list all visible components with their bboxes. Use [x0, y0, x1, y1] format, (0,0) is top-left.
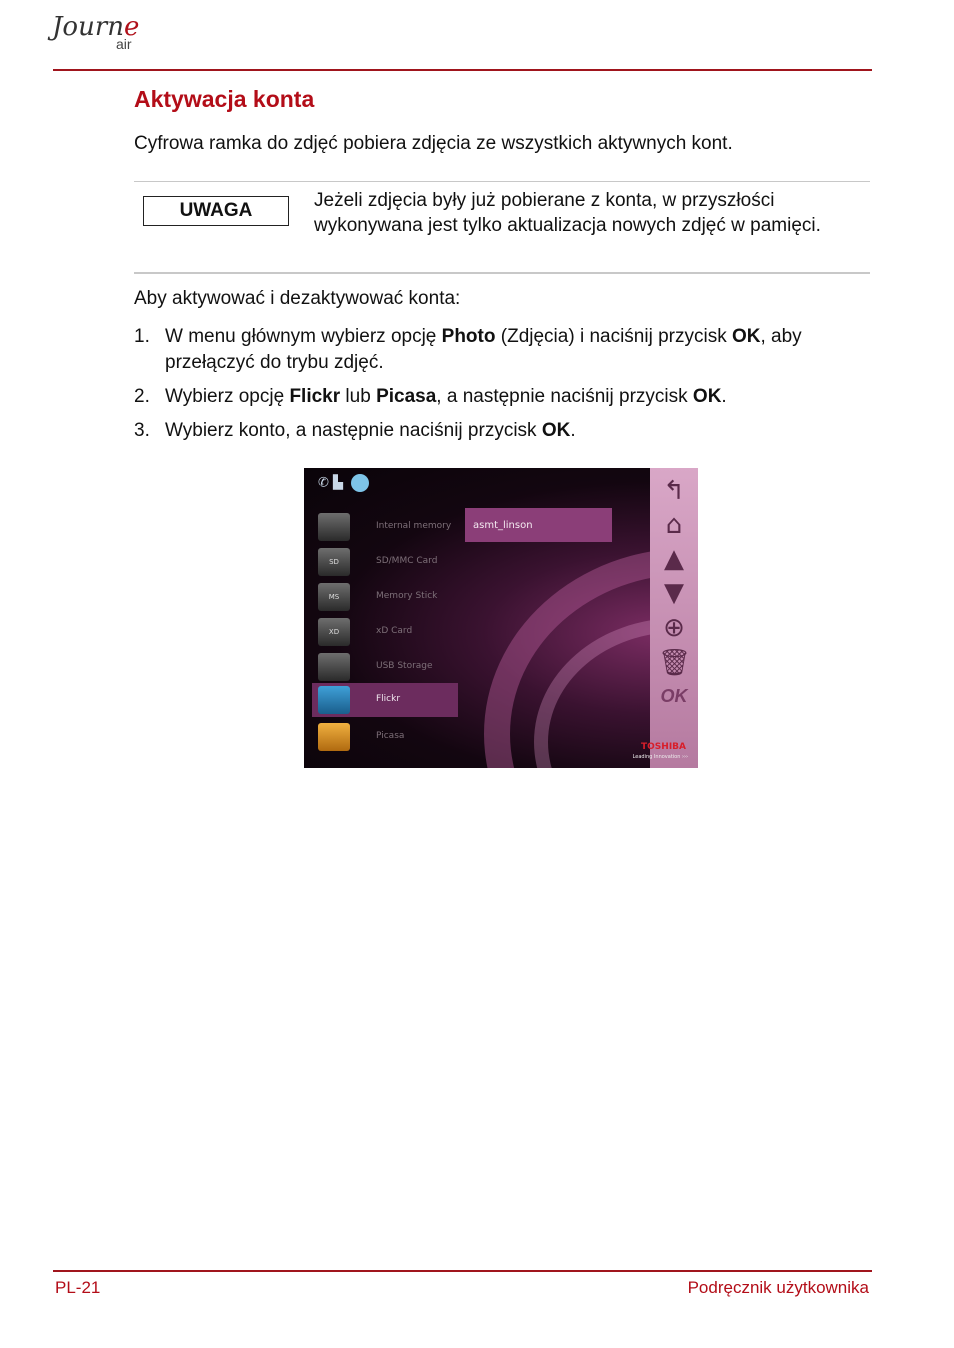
- up-arrow-icon[interactable]: ▲: [664, 544, 684, 574]
- step-text: W menu głównym wybierz opcję Photo (Zdjęcia) i naciśnij przycisk OK, aby przełączyć do trybu zdjęć.: [165, 326, 802, 373]
- device-screenshot: [304, 468, 698, 768]
- memory-stick-icon: MS: [318, 583, 350, 611]
- footer-title: Podręcznik użytkownika: [687, 1278, 869, 1297]
- globe-icon: [351, 474, 369, 492]
- home-icon[interactable]: ⌂: [665, 510, 683, 540]
- chip-icon: [318, 513, 350, 541]
- note-label: UWAGA: [143, 196, 289, 226]
- sd-card-icon: SD: [318, 548, 350, 576]
- step-number: 3.: [134, 420, 150, 441]
- down-arrow-icon[interactable]: ▼: [664, 578, 684, 608]
- usb-icon: [318, 653, 350, 681]
- menu-item-label: Internal memory: [376, 521, 452, 531]
- step-number: 1.: [134, 326, 150, 347]
- menu-item-label: SD/MMC Card: [376, 556, 438, 566]
- status-icons: ✆ ▙: [318, 474, 369, 492]
- menu-item-label: Flickr: [376, 694, 401, 704]
- footer-rule: [53, 1270, 872, 1272]
- account-item[interactable]: asmt_linson: [465, 508, 612, 542]
- step-text: Wybierz opcję Flickr lub Picasa, a następnie naciśnij przycisk OK.: [165, 386, 727, 407]
- menu-item-usb-storage[interactable]: [318, 650, 460, 684]
- step-number: 2.: [134, 386, 150, 407]
- ok-button[interactable]: OK: [660, 686, 688, 706]
- menu-item-label: USB Storage: [376, 661, 433, 671]
- menu-item-sd-mmc-card[interactable]: [318, 545, 460, 579]
- menu-item-label: Memory Stick: [376, 591, 438, 601]
- add-icon[interactable]: ⊕: [663, 613, 685, 643]
- menu-item-label: Picasa: [376, 731, 405, 741]
- menu-item-xd-card[interactable]: [318, 615, 460, 649]
- back-arrow-icon[interactable]: ↰: [663, 476, 685, 506]
- trash-icon[interactable]: 🗑: [658, 648, 692, 678]
- logo-air: air: [116, 36, 132, 52]
- flickr-icon: [318, 686, 350, 714]
- menu-item-flickr[interactable]: [312, 683, 458, 717]
- section-title: Aktywacja konta: [134, 86, 315, 112]
- instructions-lead: Aby aktywować i dezaktywować konta:: [134, 288, 461, 309]
- header-rule: [53, 69, 872, 71]
- logo-script: Journe: [52, 12, 140, 42]
- menu-item-internal-memory[interactable]: [318, 510, 460, 544]
- xd-card-icon: XD: [318, 618, 350, 646]
- page-number: PL-21: [55, 1278, 101, 1297]
- menu-item-memory-stick[interactable]: [318, 580, 460, 614]
- picasa-icon: [318, 723, 350, 751]
- note-box: [134, 181, 870, 274]
- brand-tagline: Leading Innovation ›››: [632, 754, 688, 760]
- menu-item-label: xD Card: [376, 626, 413, 636]
- note-text: Jeżeli zdjęcia były już pobierane z konta, w przyszłości wykonywana jest tylko aktualizacja nowych zdjęć w pamięci.: [314, 190, 821, 236]
- journe-air-logo: [52, 12, 162, 68]
- menu-item-picasa[interactable]: [318, 720, 460, 754]
- control-sidebar: [650, 468, 698, 768]
- intro-paragraph: Cyfrowa ramka do zdjęć pobiera zdjęcia ze wszystkich aktywnych kont.: [134, 133, 733, 154]
- step-text: Wybierz konto, a następnie naciśnij przycisk OK.: [165, 420, 576, 441]
- toshiba-logo: TOSHIBA: [641, 742, 686, 752]
